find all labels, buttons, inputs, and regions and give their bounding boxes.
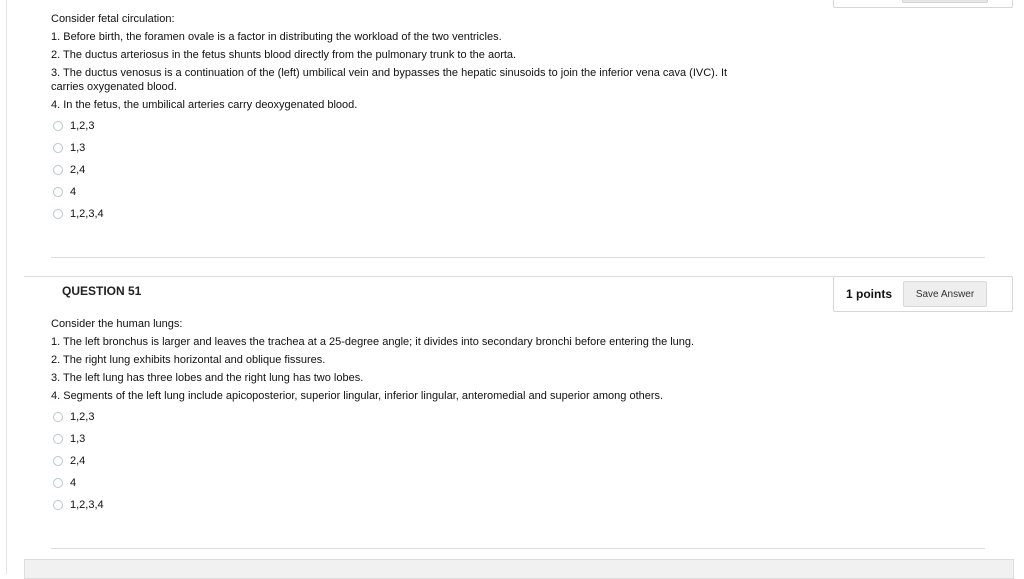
option-label: 1,3 [70, 142, 86, 154]
prev-save-answer-button[interactable] [902, 0, 988, 3]
radio-button[interactable] [53, 209, 63, 219]
option-label: 4 [70, 186, 77, 198]
next-question-panel [24, 559, 1014, 579]
answer-option[interactable] [53, 141, 85, 155]
option-label: 2,4 [70, 164, 86, 176]
question-50-text [51, 12, 727, 112]
question-title: QUESTION 51 [62, 284, 142, 298]
option-label: 1,2,3 [70, 120, 95, 132]
radio-button[interactable] [53, 187, 63, 197]
statement: 2. The right lung exhibits horizontal and oblique fissures. [51, 354, 326, 366]
points-box [833, 276, 1013, 312]
answer-option[interactable] [53, 185, 76, 199]
answer-option[interactable] [53, 119, 94, 133]
question-prompt: Consider fetal circulation: [51, 13, 175, 25]
answer-option[interactable] [53, 454, 85, 468]
option-label: 1,2,3 [70, 411, 95, 423]
answer-option[interactable] [53, 207, 104, 221]
statement: 4. Segments of the left lung include apicoposterior, superior lingular, inferior lingular, anteromedial and superior among others. [51, 390, 664, 402]
radio-button[interactable] [53, 434, 63, 444]
page-left-border [6, 0, 7, 574]
answer-option[interactable] [53, 498, 104, 512]
question-divider [51, 548, 985, 549]
radio-button[interactable] [53, 121, 63, 131]
answer-option[interactable] [53, 476, 76, 490]
question-divider [51, 257, 985, 258]
radio-button[interactable] [53, 478, 63, 488]
statement: 4. In the fetus, the umbilical arteries carry deoxygenated blood. [51, 99, 358, 111]
prev-points-box [833, 0, 1013, 8]
statement: 3. The left lung has three lobes and the right lung has two lobes. [51, 372, 364, 384]
option-label: 1,2,3,4 [70, 208, 104, 220]
option-label: 4 [70, 477, 77, 489]
answer-option[interactable] [53, 163, 85, 177]
option-label: 1,2,3,4 [70, 499, 104, 511]
statement-continued: carries oxygenated blood. [51, 81, 177, 93]
question-51-text [51, 317, 694, 403]
radio-button[interactable] [53, 500, 63, 510]
answer-option[interactable] [53, 432, 85, 446]
points-label: 1 points [846, 287, 893, 301]
question-header-rule [24, 276, 833, 277]
radio-button[interactable] [53, 456, 63, 466]
radio-button[interactable] [53, 412, 63, 422]
save-answer-button[interactable]: Save Answer [903, 281, 987, 307]
option-label: 1,3 [70, 433, 86, 445]
radio-button[interactable] [53, 143, 63, 153]
radio-button[interactable] [53, 165, 63, 175]
statement: 1. The left bronchus is larger and leaves the trachea at a 25-degree angle; it divides into secondary bronchi before entering the lung. [51, 336, 695, 348]
statement: 2. The ductus arteriosus in the fetus shunts blood directly from the pulmonary trunk to the aorta. [51, 49, 517, 61]
statement: 3. The ductus venosus is a continuation of the (left) umbilical vein and bypasses the hepatic sinusoids to join the inferior vena cava (IVC). It [51, 67, 728, 79]
option-label: 2,4 [70, 455, 86, 467]
question-prompt: Consider the human lungs: [51, 318, 183, 330]
statement: 1. Before birth, the foramen ovale is a factor in distributing the workload of the two ventricles. [51, 31, 502, 43]
answer-option[interactable] [53, 410, 94, 424]
